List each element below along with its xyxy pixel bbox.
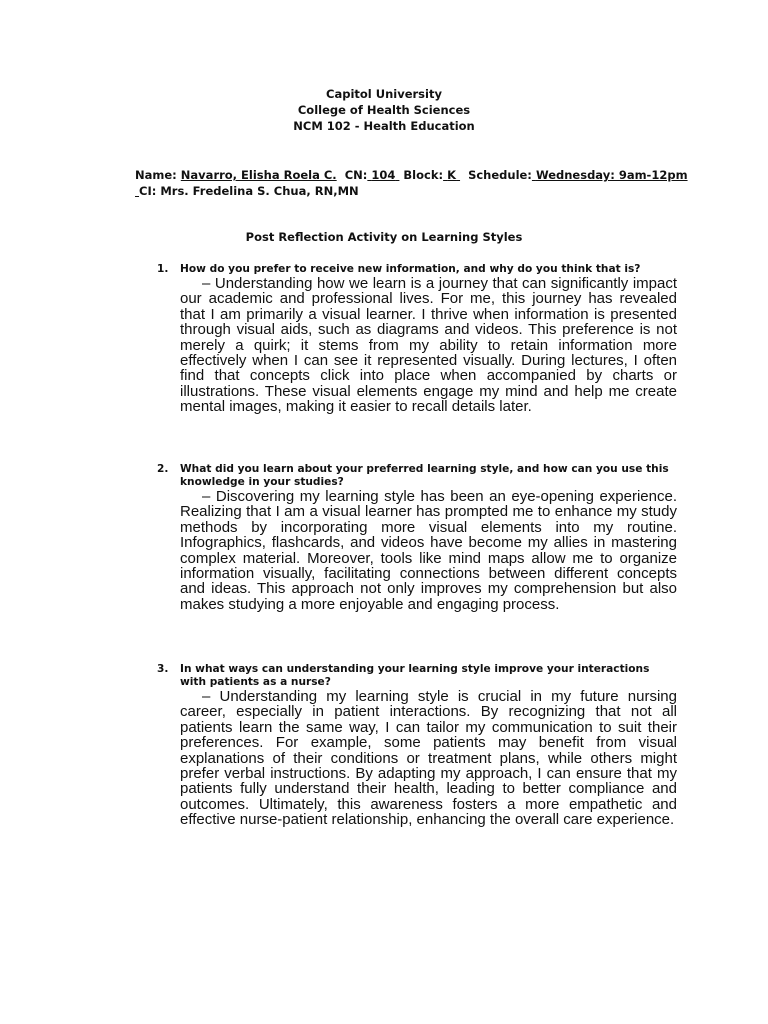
block-value (443, 168, 460, 182)
question-number: 1. (157, 263, 169, 275)
block-label: Block: (403, 168, 444, 182)
question-text: What did you learn about your preferred learning style, and how can you use this knowledge in your studies? (180, 463, 669, 488)
schedule-value (532, 168, 688, 182)
ci-line (135, 183, 695, 199)
student-info (135, 167, 695, 199)
question-heading (157, 663, 677, 689)
student-name: Navarro, Elisha Roela C. (180, 168, 337, 182)
block-letter: K (447, 168, 457, 182)
schedule-text: Wednesday: 9am-12pm (535, 168, 688, 182)
cn-number: 104 (371, 168, 396, 182)
ci-label: CI: Mrs. Fredelina S. Chua, RN,MN (139, 184, 359, 198)
question-text: How do you prefer to receive new information, and why do you think that is? (180, 263, 641, 275)
university-name: Capitol University (326, 87, 442, 101)
answer-text: – Understanding how we learn is a journey that can significantly impact our academic and professional lives. For me, this journey has revealed that I am primarily a visual learner. I thrive when information is presented through visual aids, such as diagrams and videos. This preference is not merely a quirk; it stems from my ability to retain information more effectively when I can see it represented visually. During lectures, I often find that concepts click into place when accompanied by charts or illustrations. These visual elements engage my mind and help me create mental images, making it easier to recall details later. (180, 275, 677, 416)
course-title: NCM 102 - Health Education (293, 119, 475, 133)
question-block-2 (157, 463, 677, 612)
name-label: Name: (135, 168, 177, 182)
question-block-3 (157, 663, 677, 828)
question-block-1 (157, 263, 677, 415)
document-header (0, 86, 768, 134)
answer-text: – Discovering my learning style has been an eye-opening experience. Realizing that I am a visual learner has prompted me to enhance my study methods by incorporating more visual elements into my routine. Infographics, flashcards, and videos have become my allies in mastering complex material. Moreover, tools like mind maps allow me to organize information visually, facilitating connections between different concepts and ideas. This approach not only improves my comprehension but also makes studying a more enjoyable and engaging process. (180, 488, 677, 613)
cn-value (367, 168, 399, 182)
question-text: In what ways can understanding your learning style improve your interactions with patients as a nurse? (180, 663, 650, 688)
activity-title: Post Reflection Activity on Learning Styles (245, 230, 523, 244)
answer-text: – Understanding my learning style is crucial in my future nursing career, especially in patient interactions. By recognizing that not all patients learn the same way, I can tailor my communication to suit their preferences. For example, some patients may benefit from visual explanations of their conditions or treatment plans, while others might prefer verbal instructions. By adapting my approach, I can ensure that my patients fully understand their health, leading to better compliance and outcomes. Ultimately, this awareness fosters a more empathetic and effective nurse-patient relationship, enhancing the overall care experience. (180, 688, 677, 829)
question-number: 3. (157, 663, 169, 675)
college-name: College of Health Sciences (297, 103, 471, 117)
question-heading (157, 463, 677, 489)
student-info-line (135, 167, 695, 183)
question-number: 2. (157, 463, 169, 475)
cn-label: CN: (344, 168, 368, 182)
schedule-label: Schedule: (468, 168, 532, 182)
